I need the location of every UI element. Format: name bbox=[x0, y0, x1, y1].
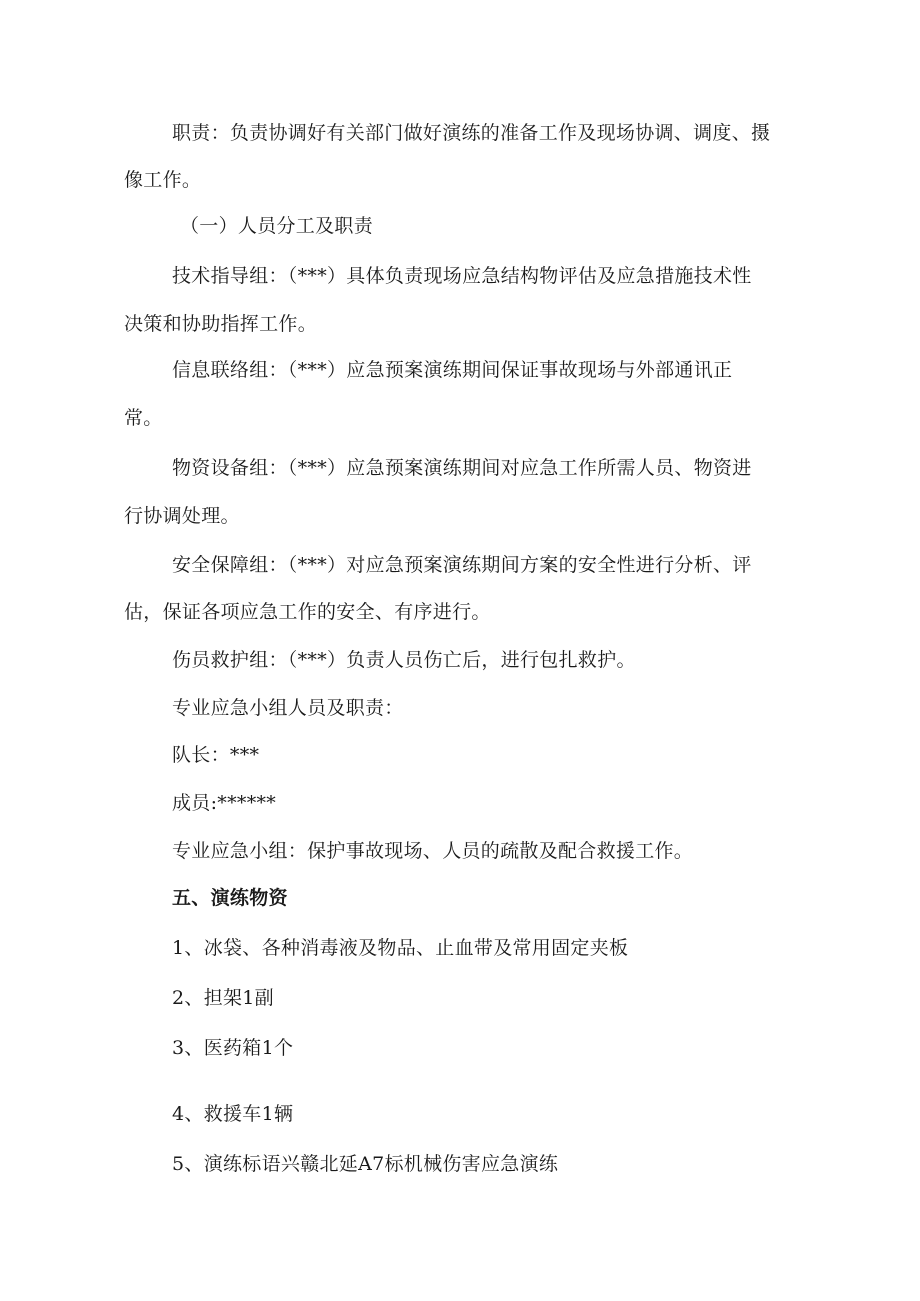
duty-paragraph-line-2: 像工作。 bbox=[124, 169, 202, 191]
material-item-2: 2、担架1副 bbox=[172, 987, 274, 1009]
material-item-3: 3、医药箱1个 bbox=[172, 1037, 294, 1059]
casualty-rescue-group-line: 伤员救护组：（***）负责人员伤亡后，进行包扎救护。 bbox=[172, 649, 636, 671]
safety-assurance-group-line-1: 安全保障组：（***）对应急预案演练期间方案的安全性进行分析、评 bbox=[172, 554, 752, 576]
material-item-4: 4、救援车1辆 bbox=[172, 1103, 294, 1125]
safety-assurance-group-line-2: 估，保证各项应急工作的安全、有序进行。 bbox=[124, 601, 491, 623]
section-heading-drill-materials: 五、演练物资 bbox=[172, 887, 288, 909]
material-item-5: 5、演练标语兴赣北延A7标机械伤害应急演练 bbox=[172, 1153, 559, 1175]
section-heading-staff-division: （一）人员分工及职责 bbox=[180, 215, 374, 237]
tech-guidance-group-line-1: 技术指导组：（***）具体负责现场应急结构物评估及应急措施技术性 bbox=[172, 265, 752, 287]
tech-guidance-group-line-2: 决策和协助指挥工作。 bbox=[124, 313, 318, 335]
emergency-team-heading: 专业应急小组人员及职责： bbox=[172, 697, 404, 719]
emergency-team-duty-line: 专业应急小组：保护事故现场、人员的疏散及配合救援工作。 bbox=[172, 840, 694, 862]
material-item-1: 1、冰袋、各种消毒液及物品、止血带及常用固定夹板 bbox=[172, 937, 629, 959]
info-liaison-group-line-2: 常。 bbox=[124, 407, 163, 429]
team-members-line: 成员:****** bbox=[172, 792, 277, 814]
info-liaison-group-line-1: 信息联络组：（***）应急预案演练期间保证事故现场与外部通讯正 bbox=[172, 359, 733, 381]
duty-paragraph-line-1: 职责：负责协调好有关部门做好演练的准备工作及现场协调、调度、摄 bbox=[172, 122, 771, 144]
material-equipment-group-line-2: 行协调处理。 bbox=[124, 505, 240, 527]
team-leader-line: 队长：*** bbox=[172, 744, 260, 766]
material-equipment-group-line-1: 物资设备组：（***）应急预案演练期间对应急工作所需人员、物资进 bbox=[172, 457, 752, 479]
